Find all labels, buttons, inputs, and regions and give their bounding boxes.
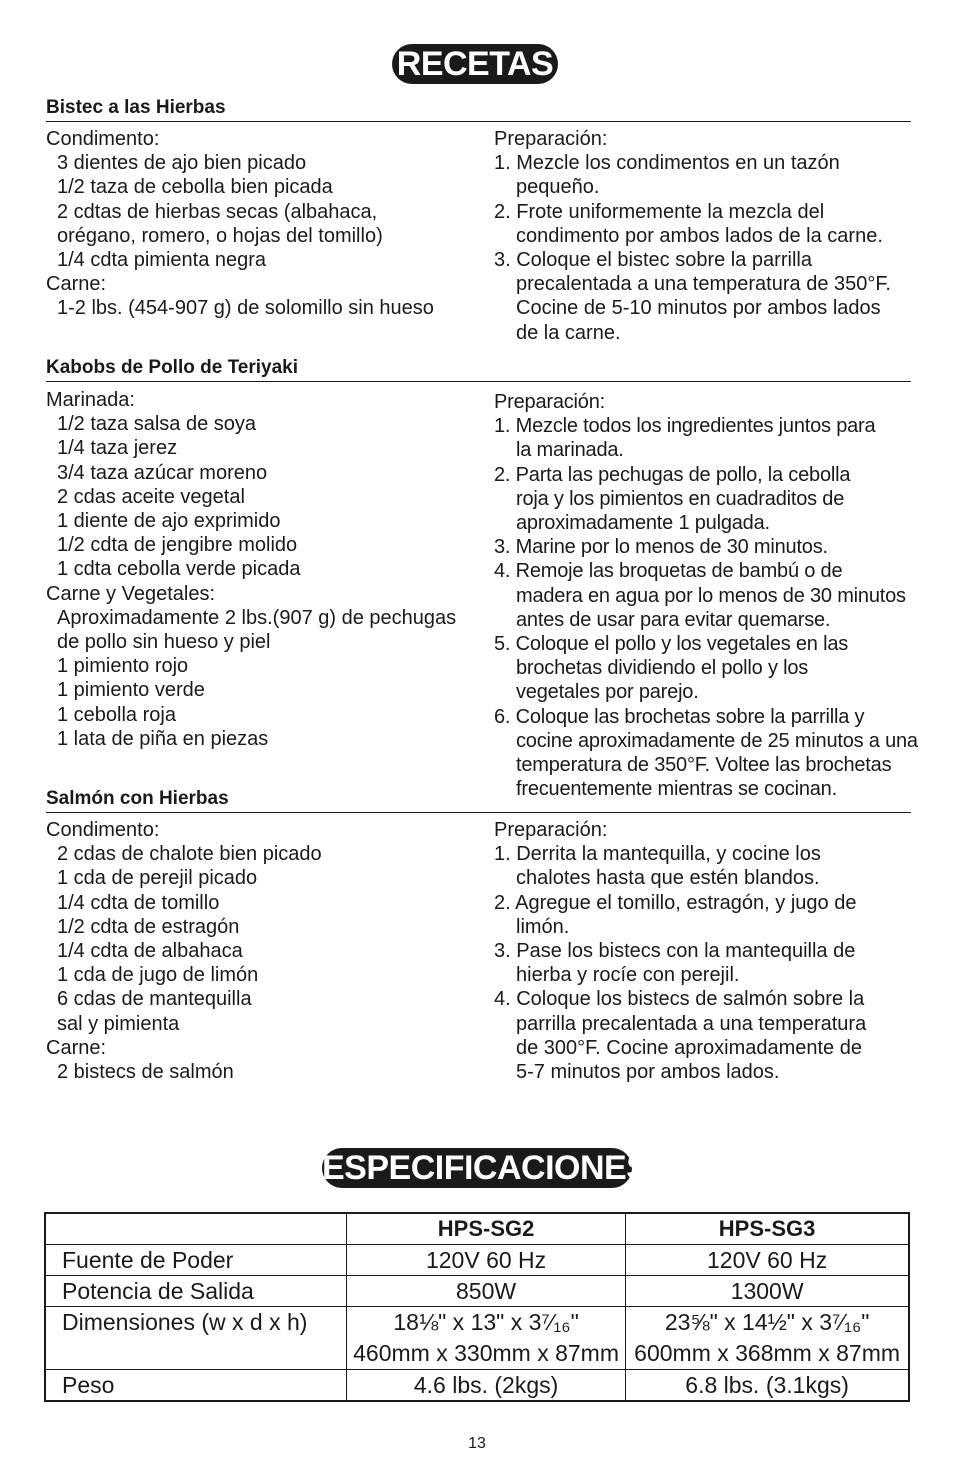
preparation-line: 1. Mezcle los condimentos en un tazón — [494, 152, 840, 175]
ingredient-line: Condimento: — [46, 819, 160, 841]
page-number: 13 — [468, 1435, 486, 1452]
preparation-line: de la carne. — [516, 321, 621, 344]
ingredient-line: Carne y Vegetales: — [46, 582, 215, 605]
ingredient-line: 1 pimiento rojo — [57, 655, 189, 678]
ingredient-line: Condimento: — [46, 128, 160, 150]
spec-value-sg3: 1300W — [626, 1276, 909, 1307]
preparation-line: temperatura de 350°F. Voltee las brochetas — [516, 754, 892, 777]
spec-value-sg3: 23⅝" x 14½" x 3⁷⁄₁₆" — [626, 1307, 909, 1339]
ingredient-line: 1 lata de piña en piezas — [57, 727, 269, 750]
specs-header-blank — [45, 1213, 346, 1245]
recipe-salmon-ingredients — [46, 818, 322, 1084]
ingredient-line: 1/2 taza salsa de soya — [57, 413, 257, 436]
preparation-line: 5. Coloque el pollo y los vegetales en las — [494, 633, 849, 656]
spec-value-sg3: 120V 60 Hz — [626, 1245, 909, 1276]
ingredient-line: Carne: — [46, 273, 107, 296]
preparation-line: 2. Parta las pechugas de pollo, la cebolla — [494, 463, 851, 486]
ingredient-line: 1 cdta cebolla verde picada — [57, 558, 301, 581]
preparation-line: brochetas dividiendo el pollo y los — [516, 657, 809, 680]
preparation-line: 5-7 minutos por ambos lados. — [516, 1061, 780, 1084]
ingredient-line: 2 bistecs de salmón — [57, 1061, 234, 1084]
preparation-line: 4. Remoje las broquetas de bambú o de — [494, 560, 843, 583]
preparation-line: 1. Derrita la mantequilla, y cocine los — [494, 843, 821, 866]
preparation-line: aproximadamente 1 pulgada. — [516, 512, 770, 535]
recipe-salmon-preparation — [494, 818, 866, 1084]
preparation-line: 2. Agregue el tomillo, estragón, y jugo de — [494, 891, 857, 914]
ingredient-line: Aproximadamente 2 lbs.(907 g) de pechugas — [57, 606, 457, 629]
ingredient-line: 1/4 cdta de tomillo — [57, 891, 220, 914]
ingredient-line: 2 cdas de chalote bien picado — [57, 843, 322, 866]
ingredient-line: 3 dientes de ajo bien picado — [57, 152, 307, 175]
spec-value-sg2: 4.6 lbs. (2kgs) — [346, 1370, 625, 1402]
ingredient-line: 1 cda de jugo de limón — [57, 964, 259, 987]
preparation-line: limón. — [516, 915, 570, 938]
ingredient-line: 2 cdas aceite vegetal — [57, 485, 245, 508]
specs-table — [44, 1212, 910, 1402]
ingredient-line: de pollo sin hueso y piel — [57, 631, 271, 654]
spec-value-sg2: 120V 60 Hz — [346, 1245, 625, 1276]
spec-label — [45, 1307, 346, 1370]
preparation-line: de 300°F. Cocine aproximadamente de — [516, 1036, 862, 1059]
recipe-title-salmon: Salmón con Hierbas — [46, 788, 911, 813]
preparation-line: madera en agua por lo menos de 30 minutos — [516, 584, 906, 607]
preparation-line: cocine aproximadamente de 25 minutos a una — [516, 729, 918, 752]
preparation-line: hierba y rocíe con perejil. — [516, 964, 740, 987]
spec-label: Fuente de Poder — [45, 1245, 346, 1276]
spec-label: Peso — [45, 1370, 346, 1402]
preparation-line: Preparación: — [494, 819, 608, 841]
preparation-line: 3. Marine por lo menos de 30 minutos. — [494, 536, 828, 559]
spec-value-sg3: 6.8 lbs. (3.1kgs) — [626, 1370, 909, 1402]
preparation-line: 4. Coloque los bistecs de salmón sobre la — [494, 988, 865, 1011]
preparation-line: Preparación: — [494, 391, 605, 413]
preparation-line: frecuentemente mientras se cocinan. — [516, 778, 837, 801]
specs-header-sg2: HPS-SG2 — [346, 1213, 625, 1245]
ingredient-line: 1/4 taza jerez — [57, 437, 178, 460]
preparation-line: 2. Frote uniformemente la mezcla del — [494, 200, 825, 223]
preparation-line: Cocine de 5-10 minutos por ambos lados — [516, 297, 881, 320]
recipe-kabobs-preparation — [494, 390, 918, 801]
preparation-line: chalotes hasta que estén blandos. — [516, 867, 820, 890]
preparation-line: parrilla precalentada a una temperatura — [516, 1012, 867, 1035]
preparation-line: precalentada a una temperatura de 350°F. — [516, 273, 891, 296]
preparation-line: Preparación: — [494, 128, 608, 150]
recipe-title-bistec: Bistec a las Hierbas — [46, 97, 911, 122]
spec-label: Potencia de Salida — [45, 1276, 346, 1307]
preparation-line: condimento por ambos lados de la carne. — [516, 224, 883, 247]
preparation-line: antes de usar para evitar quemarse. — [516, 608, 831, 631]
table-row — [45, 1276, 909, 1307]
spec-value-sg2: 850W — [346, 1276, 625, 1307]
preparation-line: vegetales por parejo. — [516, 681, 699, 704]
recipe-bistec-ingredients — [46, 127, 434, 321]
ingredient-line: 1 cebolla roja — [57, 703, 176, 726]
spec-label-text: Dimensiones (w x d x h) — [62, 1309, 308, 1335]
ingredient-line: 1/4 cdta de albahaca — [57, 940, 243, 963]
ingredient-line: 1 cda de perejil picado — [57, 867, 258, 890]
table-row — [45, 1370, 909, 1402]
specs-heading: ESPECIFICACIONES — [322, 1149, 649, 1187]
preparation-line: la marinada. — [516, 439, 624, 462]
ingredient-line: orégano, romero, o hojas del tomillo) — [57, 224, 383, 247]
ingredient-line: 1 diente de ajo exprimido — [57, 510, 281, 533]
ingredient-line: 1 pimiento verde — [57, 679, 205, 702]
ingredient-line: 2 cdtas de hierbas secas (albahaca, — [57, 200, 378, 223]
ingredient-line: 1/2 taza de cebolla bien picada — [57, 176, 333, 199]
preparation-line: 1. Mezcle todos los ingredientes juntos para — [494, 415, 876, 438]
preparation-line: pequeño. — [516, 176, 600, 199]
ingredient-line: 1/2 cdta de estragón — [57, 915, 240, 938]
recipe-kabobs-ingredients — [46, 388, 456, 751]
ingredient-line: 1-2 lbs. (454-907 g) de solomillo sin hueso — [57, 297, 434, 320]
recipes-heading: RECETAS — [392, 44, 558, 84]
ingredient-line: Marinada: — [46, 389, 135, 411]
spec-value-sg2: 460mm x 330mm x 87mm — [346, 1338, 625, 1370]
ingredient-line: 3/4 taza azúcar moreno — [57, 461, 268, 484]
preparation-line: 6. Coloque las brochetas sobre la parrilla y — [494, 705, 865, 728]
spec-value-sg3: 600mm x 368mm x 87mm — [626, 1338, 909, 1370]
specs-header-sg3: HPS-SG3 — [626, 1213, 909, 1245]
ingredient-line: sal y pimienta — [57, 1012, 180, 1035]
preparation-line: 3. Coloque el bistec sobre la parrilla — [494, 249, 812, 272]
ingredient-line: 1/2 cdta de jengibre molido — [57, 534, 298, 557]
preparation-line: 3. Pase los bistecs con la mantequilla de — [494, 940, 856, 963]
table-row — [45, 1307, 909, 1339]
preparation-line: roja y los pimientos en cuadraditos de — [516, 487, 845, 510]
spec-value-sg2: 18⅛" x 13" x 3⁷⁄₁₆" — [346, 1307, 625, 1339]
ingredient-line: Carne: — [46, 1036, 107, 1059]
recipe-bistec-preparation — [494, 127, 891, 345]
ingredient-line: 1/4 cdta pimienta negra — [57, 249, 267, 272]
ingredient-line: 6 cdas de mantequilla — [57, 988, 252, 1011]
specs-header-row — [45, 1213, 909, 1245]
table-row — [45, 1245, 909, 1276]
recipe-title-kabobs: Kabobs de Pollo de Teriyaki — [46, 357, 911, 382]
